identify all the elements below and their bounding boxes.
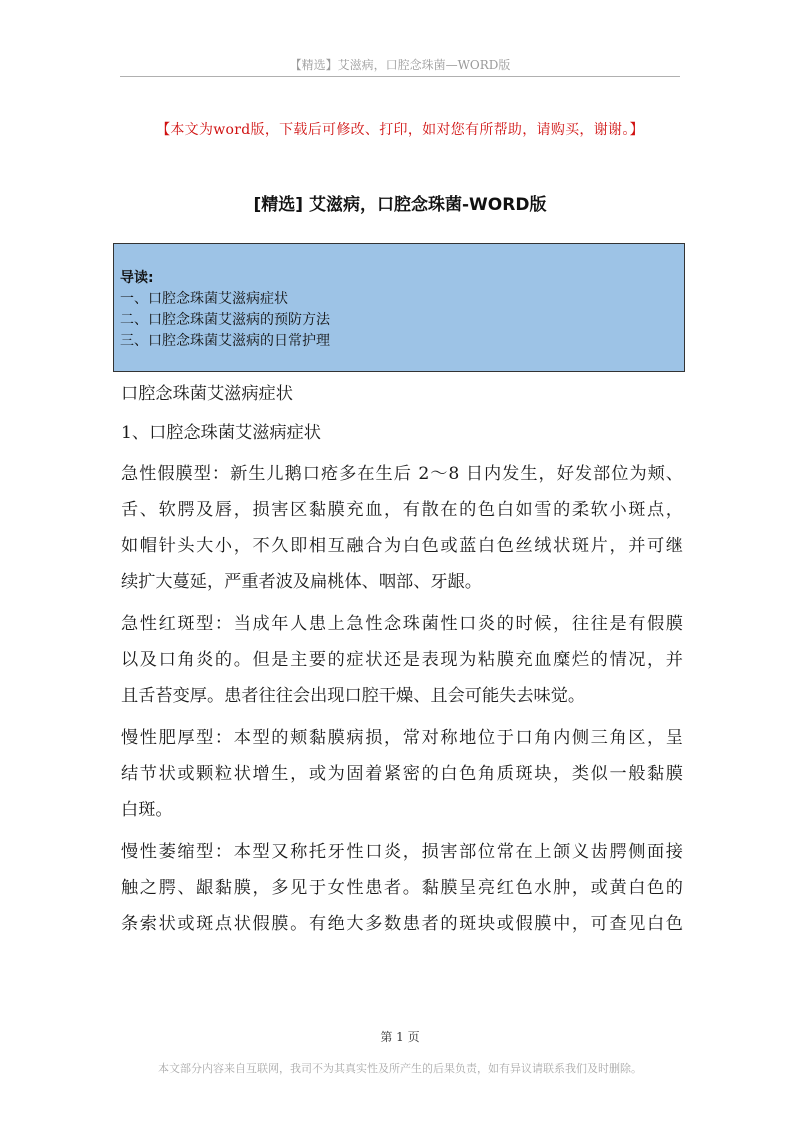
section-heading: 口腔念珠菌艾滋病症状 [121, 384, 293, 404]
paragraph-line: 白斑。 [121, 800, 173, 820]
paragraph-line: 条索状或斑点状假膜。有绝大多数患者的斑块或假膜中，可查见白色 [121, 914, 683, 934]
paragraph-line: 以及口角炎的。但是主要的症状还是表现为粘膜充血糜烂的情况，并 [121, 650, 683, 670]
page-number: 第 1 页 [380, 1030, 420, 1044]
paragraph-line: 急性假膜型：新生儿鹅口疮多在生后 2～8 日内发生，好发部位为颊、 [121, 464, 683, 484]
paragraph-line: 触之腭、龈黏膜，多见于女性患者。黏膜呈亮红色水肿，或黄白色的 [121, 878, 683, 898]
paragraph-line: 且舌苔变厚。患者往往会出现口腔干燥、且会可能失去味觉。 [121, 686, 586, 706]
guide-label: 导读: [120, 270, 154, 286]
guide-item-3: 三、口腔念珠菌艾滋病的日常护理 [120, 333, 330, 349]
paragraph-line: 急性红斑型：当成年人患上急性念珠菌性口炎的时候，往往是有假膜 [121, 614, 683, 634]
paragraph-chronic-atrophic [121, 834, 683, 942]
paragraph-line: 慢性萎缩型：本型又称托牙性口炎，损害部位常在上颌义齿腭侧面接 [121, 842, 683, 862]
paragraph-acute-pseudomembranous [121, 456, 683, 600]
paragraph-line: 续扩大蔓延，严重者波及扁桃体、咽部、牙龈。 [121, 572, 482, 592]
paragraph-acute-erythematous [121, 606, 683, 714]
page-header: 【精选】艾滋病，口腔念珠菌—WORD版 [289, 58, 511, 72]
paragraph-chronic-hyperplastic [121, 720, 683, 828]
page-footer: 本文部分内容来自互联网，我司不为其真实性及所产生的后果负责，如有异议请联系我们及时删除。 [158, 1062, 642, 1075]
paragraph-line: 舌、软腭及唇，损害区黏膜充血，有散在的色白如雪的柔软小斑点， [121, 500, 683, 520]
sub-heading: 1、口腔念珠菌艾滋病症状 [121, 423, 321, 443]
document-title: [精选] 艾滋病，口腔念珠菌-WORD版 [253, 195, 547, 215]
paragraph-line: 结节状或颗粒状增生，或为固着紧密的白色角质斑块，类似一般黏膜 [121, 764, 683, 784]
guide-item-1: 一、口腔念珠菌艾滋病症状 [120, 291, 288, 307]
guide-box [113, 243, 685, 372]
paragraph-line: 如帽针头大小，不久即相互融合为白色或蓝白色丝绒状斑片，并可继 [121, 536, 683, 556]
document-body [121, 378, 683, 942]
paragraph-line: 慢性肥厚型：本型的颊黏膜病损，常对称地位于口角内侧三角区，呈 [121, 728, 683, 748]
download-notice: 【本文为word版，下载后可修改、打印，如对您有所帮助，请购买，谢谢。】 [156, 122, 644, 138]
header-divider [120, 76, 680, 77]
guide-item-2: 二、口腔念珠菌艾滋病的预防方法 [120, 312, 330, 328]
